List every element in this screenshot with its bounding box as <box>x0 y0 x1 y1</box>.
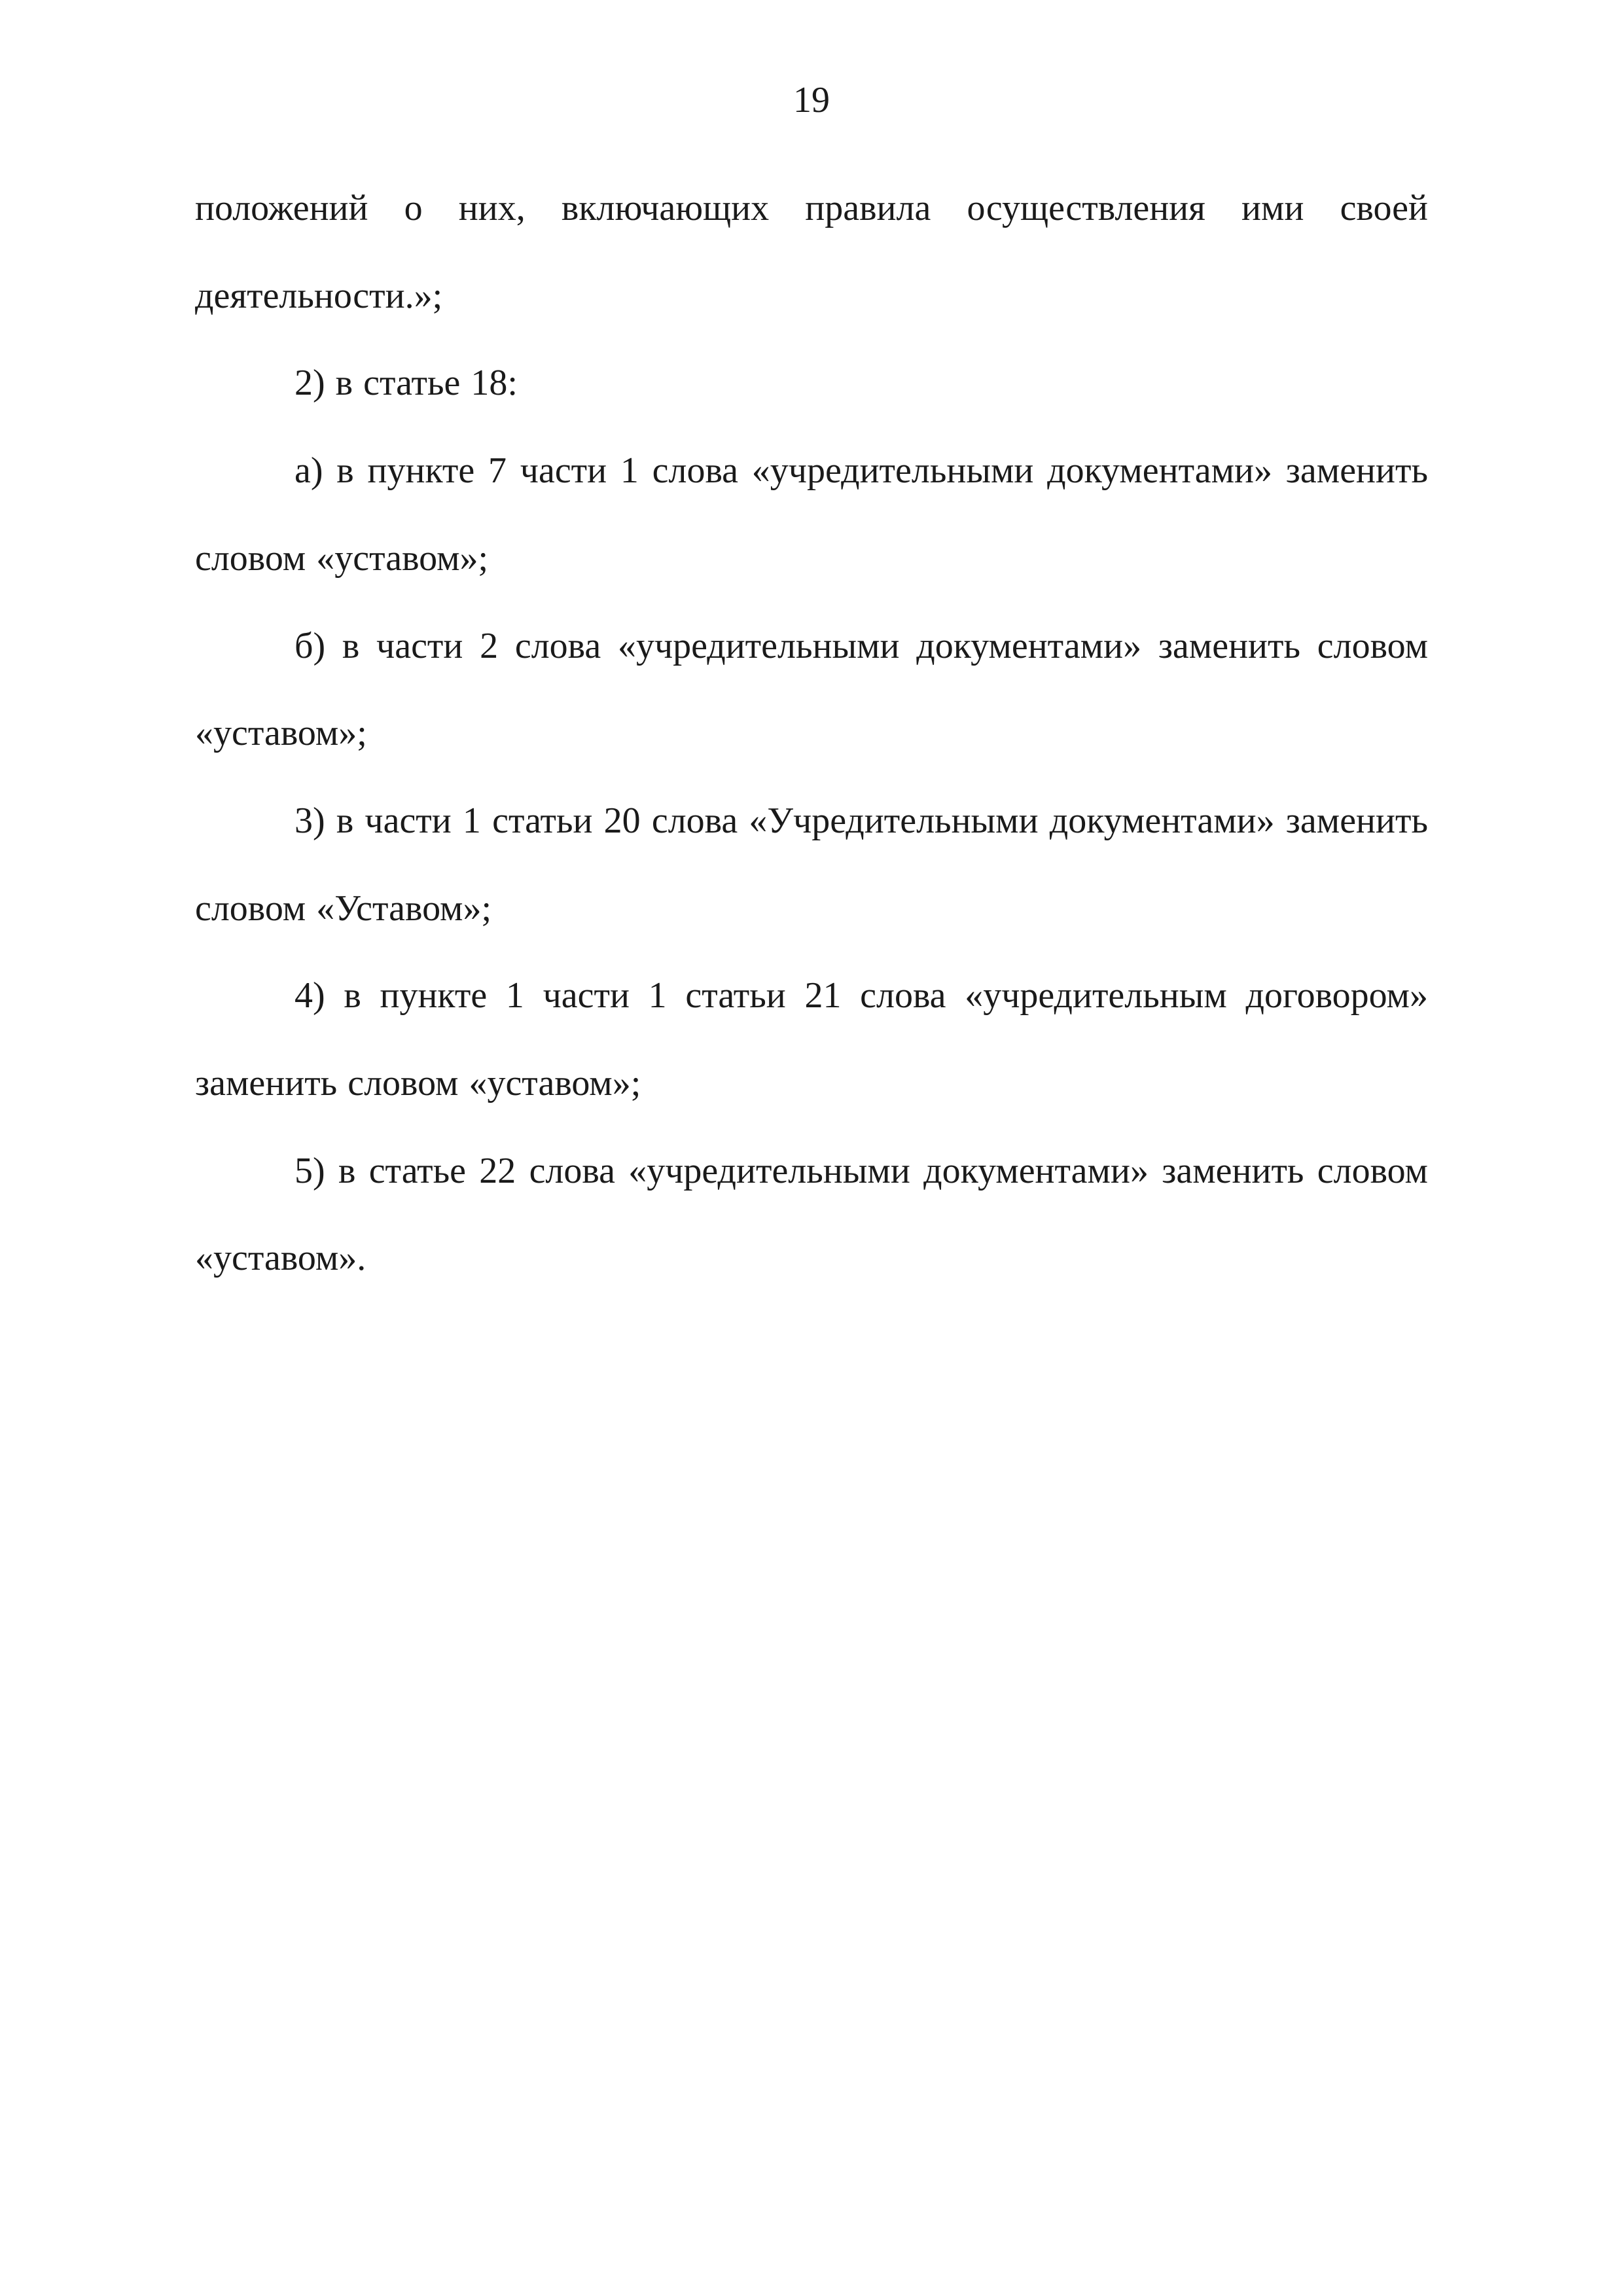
paragraph-continuation: положений о них, включающих правила осуществления ими своей деятельности.»; <box>195 188 1428 316</box>
paragraph-item-4: 4) в пункте 1 части 1 статьи 21 слова «учредительным договором» заменить словом «уставом»; <box>195 975 1428 1104</box>
document-body <box>195 165 1428 1302</box>
paragraph-item-2b: б) в части 2 слова «учредительными документами» заменить словом «уставом»; <box>195 625 1428 754</box>
paragraph-item-5: 5) в статье 22 слова «учредительными документами» заменить словом «уставом». <box>195 1150 1428 1279</box>
page-number: 19 <box>793 80 830 120</box>
paragraph-item-2a: а) в пункте 7 части 1 слова «учредительными документами» заменить словом «уставом»; <box>195 450 1428 579</box>
paragraph-item-2: 2) в статье 18: <box>294 363 518 404</box>
paragraph-item-3: 3) в части 1 статьи 20 слова «Учредительными документами» заменить словом «Уставом»; <box>195 800 1428 929</box>
